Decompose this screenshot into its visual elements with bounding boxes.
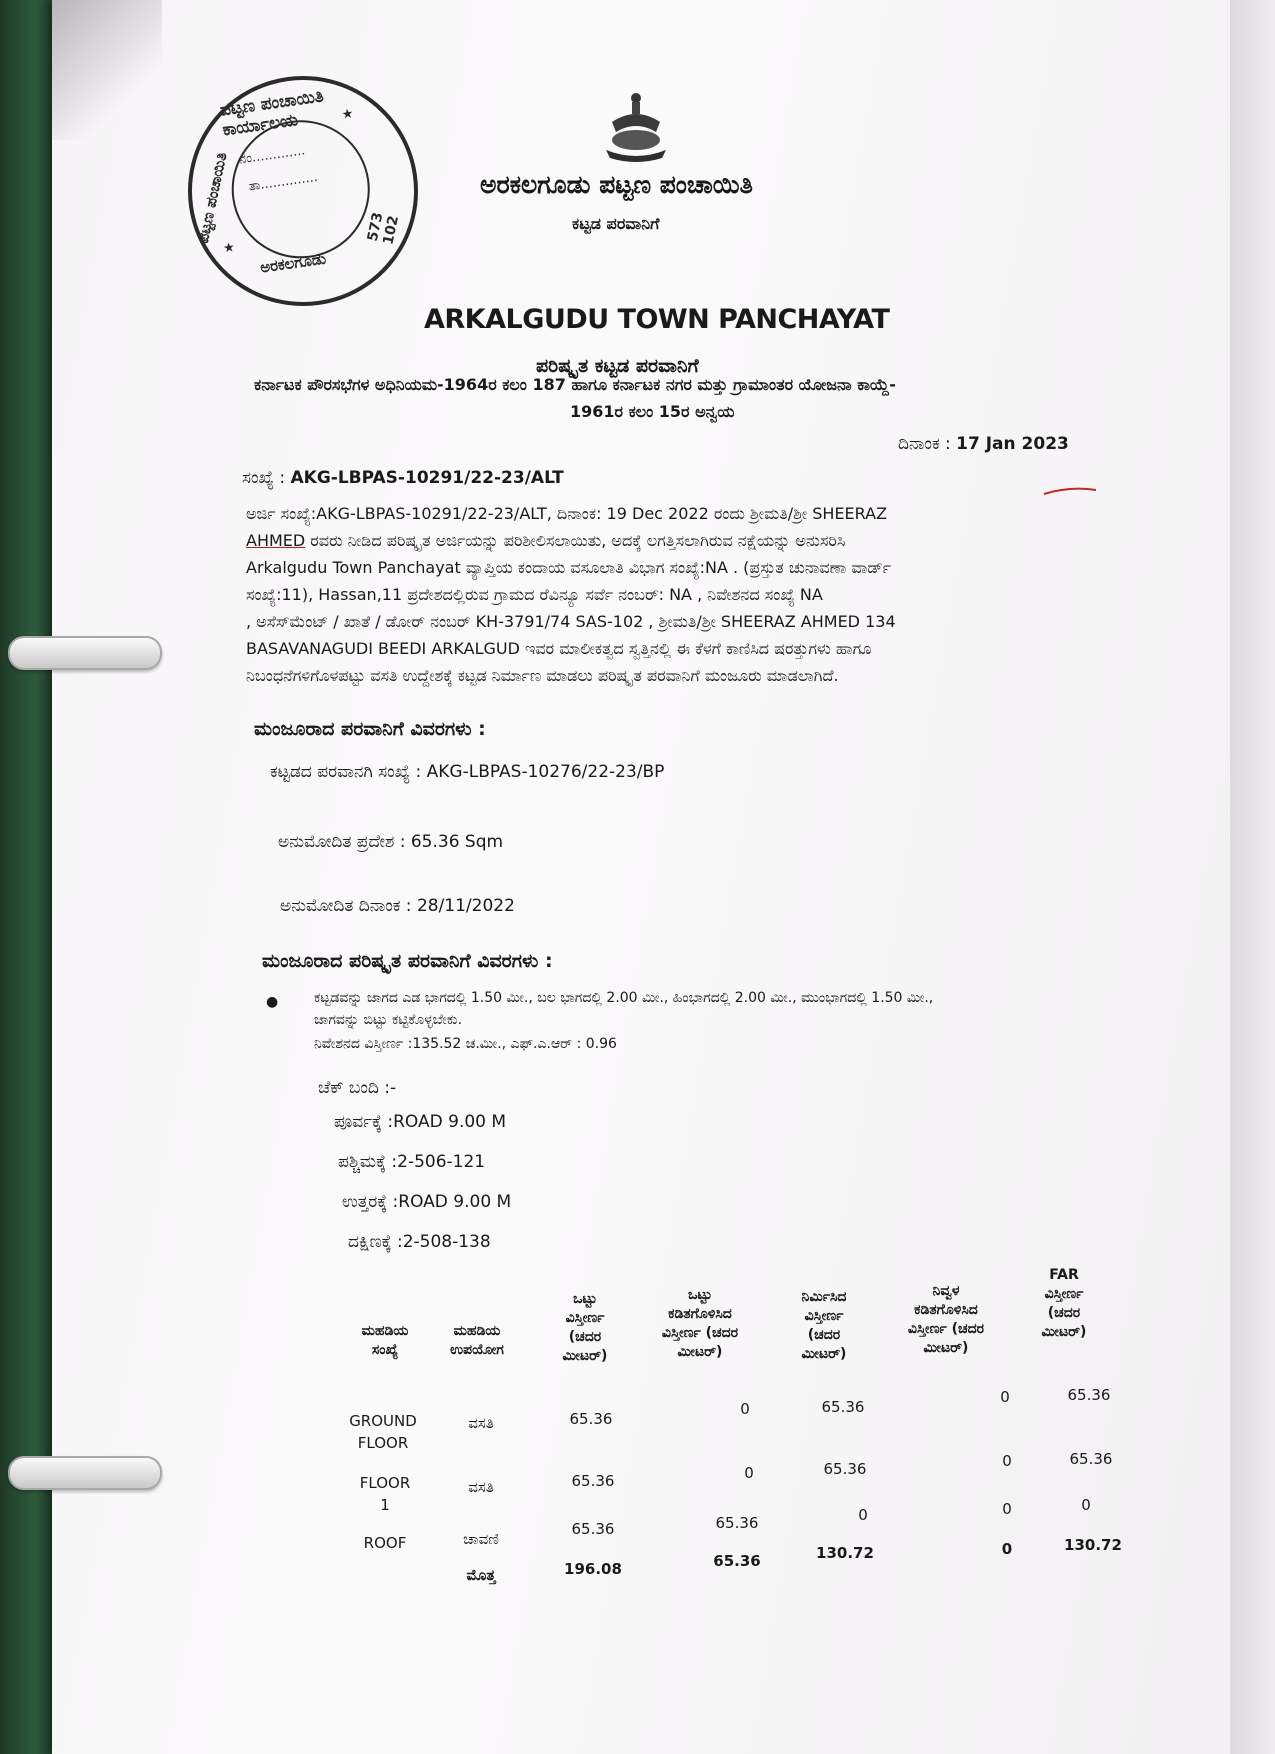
header-line: ಮಹಡಿಯ xyxy=(453,1323,501,1339)
seal-star-icon: ★ xyxy=(340,106,355,123)
paragraph-line: ಅರ್ಜಿ ಸಂಖ್ಯೆ:AKG-LBPAS-10291/22-23/ALT, ದಿನಾಂಕ: 19 Dec 2022 ರಂದು ಶ್ರೀಮತಿ/ಶ್ರೀ SHEERAZ xyxy=(246,504,888,523)
seal-pin-code: 573 102 xyxy=(364,210,403,247)
revised-permit-details-heading: ಮಂಜೂರಾದ ಪರಿಷ್ಕೃತ ಪರವಾನಿಗೆ ವಿವರಗಳು : xyxy=(262,950,553,972)
cell-line: FLOOR xyxy=(357,1434,409,1452)
paragraph-line xyxy=(246,527,1076,554)
header-line: ನಿರ್ಮಿಸಿದ xyxy=(801,1289,847,1305)
east-boundary: ಪೂರ್ವಕ್ಕೆ :ROAD 9.00 M xyxy=(334,1112,507,1132)
header-floor-use xyxy=(432,1322,522,1360)
header-line: ನಿವ್ವಳ xyxy=(932,1283,960,1299)
kannada-office-title: ಅರಕಲಗೂಡು ಪಟ್ಟಣ ಪಂಚಾಯಿತಿ xyxy=(480,170,753,199)
table-cell-total: 65.36 xyxy=(571,1520,615,1538)
ref-label: ಸಂಖ್ಯೆ : xyxy=(242,468,286,488)
table-total-label: ಮೊತ್ತ xyxy=(466,1566,496,1584)
paragraph-line-rest: ರವರು ನೀಡಿದ ಪರಿಷ್ಕೃತ ಅರ್ಜಿಯನ್ನು ಪರಿಶೀಲಿಸಲಾಯಿತು, ಅದಕ್ಕೆ ಲಗತ್ತಿಸಲಾಗಿರುವ ನಕ್ಷೆಯನ್ನು ಅನುಸರಿಸಿ xyxy=(305,531,846,550)
header-total-deduct xyxy=(640,1286,760,1362)
table-cell-use: ವಸತಿ xyxy=(468,1414,494,1432)
date-label: ದಿನಾಂಕ : xyxy=(898,434,951,454)
page-shadow xyxy=(52,0,162,140)
paragraph-line: ಸಂಖ್ಯೆ:11), Hassan,11 ಪ್ರದೇಶದಲ್ಲಿರುವ ಗ್ರಾಮದ ರೆವಿನ್ಯೂ ಸರ್ವೆ ನಂಬರ್: NA , ನಿವೇಶನದ ಸಂಖ್ಯೆ NA xyxy=(246,585,823,604)
setback-line: ಕಟ್ಟಡವನ್ನು ಜಾಗದ ಎಡ ಭಾಗದಲ್ಲಿ 1.50 ಮೀ., ಬಲ ಭಾಗದಲ್ಲಿ 2.00 ಮೀ., ಹಿಂಭಾಗದಲ್ಲಿ 2.00 ಮೀ., ಮುಂಭಾಗದಲ್ಲಿ 1.50 ಮೀ., xyxy=(314,990,934,1006)
table-total-built: 130.72 xyxy=(816,1544,874,1562)
applicant-name-underlined: AHMED xyxy=(246,531,306,550)
table-cell-built: 65.36 xyxy=(823,1460,867,1478)
seal-bottom-text: ಅರಕಲಗೂಡು xyxy=(259,249,328,277)
table-cell-deduct: 0 xyxy=(740,1400,750,1418)
header-line: ಮೀಟರ್) xyxy=(801,1346,847,1362)
paragraph-line: , ಅಸೆಸ್‌ಮೆಂಟ್ / ಖಾತೆ / ಡೋರ್ ನಂಬರ್ KH-3791/74 SAS-102 , ಶ್ರೀಮತಿ/ಶ್ರೀ SHEERAZ AHMED 134 xyxy=(246,612,896,631)
table-cell-use: ವಸತಿ xyxy=(468,1478,494,1496)
header-line: ಮೀಟರ್) xyxy=(1041,1324,1087,1340)
table-cell-built: 65.36 xyxy=(821,1398,865,1416)
act-reference-line1: ಕರ್ನಾಟಕ ಪೌರಸಭೆಗಳ ಅಧಿನಿಯಮ-1964ರ ಕಲಂ 187 ಹಾಗೂ ಕರ್ನಾಟಕ ನಗರ ಮತ್ತು ಗ್ರಾಮಾಂತರ ಯೋಜನಾ ಕಾಯ್ದೆ- xyxy=(254,375,896,394)
header-line: ಮಹಡಿಯ xyxy=(361,1323,409,1339)
header-line: ವಿಸ್ತೀರ್ಣ xyxy=(1044,1286,1084,1302)
header-line: ಮೀಟರ್) xyxy=(677,1344,723,1360)
header-line: ವಿಸ್ತೀರ್ಣ (ಚದರ xyxy=(661,1325,739,1341)
approved-date-field: ಅನುಮೋದಿತ ದಿನಾಂಕ : 28/11/2022 xyxy=(280,896,515,916)
table-cell-far: 65.36 xyxy=(1067,1386,1111,1404)
south-boundary: ದಕ್ಷಿಣಕ್ಕೆ :2-508-138 xyxy=(348,1232,491,1252)
table-total-deduct: 65.36 xyxy=(713,1552,761,1570)
red-pen-mark xyxy=(1042,486,1098,496)
header-line: ಮೀಟರ್) xyxy=(923,1340,969,1356)
north-boundary: ಉತ್ತರಕ್ಕೆ :ROAD 9.00 M xyxy=(342,1192,512,1212)
table-cell-net: 0 xyxy=(1000,1388,1010,1406)
header-total-area xyxy=(540,1290,630,1366)
header-net-deduct xyxy=(884,1282,1008,1358)
seal-number-line: ನಂ............. xyxy=(238,143,307,168)
table-cell-far: 65.36 xyxy=(1069,1450,1113,1468)
header-line: (ಚದರ xyxy=(807,1327,841,1343)
bullet-icon: ● xyxy=(266,994,279,1010)
header-line: ಮೀಟರ್) xyxy=(562,1348,608,1364)
header-far-area xyxy=(1024,1266,1104,1342)
cell-line: 1 xyxy=(380,1496,390,1514)
table-cell-floor xyxy=(340,1472,430,1516)
table-cell-deduct: 65.36 xyxy=(715,1514,759,1532)
header-line: ಒಟ್ಟು xyxy=(572,1291,597,1307)
binder-ring xyxy=(8,1456,162,1490)
header-line: ಸಂಖ್ಯೆ xyxy=(371,1342,399,1358)
permit-number-field: ಕಟ್ಟಡದ ಪರವಾನಗಿ ಸಂಖ್ಯೆ : AKG-LBPAS-10276/22-23/BP xyxy=(270,762,665,782)
cell-line: FLOOR xyxy=(359,1474,411,1492)
setback-line: ಜಾಗವನ್ನು ಬಿಟ್ಟು ಕಟ್ಟಿಕೊಳ್ಳಬೇಕು. xyxy=(314,1012,463,1028)
header-line: (ಚದರ xyxy=(1047,1305,1081,1321)
page-edge xyxy=(1230,0,1275,1754)
table-total-far: 130.72 xyxy=(1064,1536,1122,1554)
header-line: ವಿಸ್ತೀರ್ಣ xyxy=(565,1310,605,1326)
paragraph-line: BASAVANAGUDI BEEDI ARKALGUD ಇವರ ಮಾಲೀಕತ್ವದ ಸ್ವತ್ತಿನಲ್ಲಿ ಈ ಕೆಳಗೆ ಕಾಣಿಸಿದ ಷರತ್ತುಗಳು ಹಾಗೂ xyxy=(246,639,872,658)
table-cell-net: 0 xyxy=(1002,1452,1012,1470)
table-cell-total: 65.36 xyxy=(569,1410,613,1428)
header-line: ಕಡಿತಗೊಳಿಸಿದ xyxy=(668,1306,732,1322)
kannada-permit-subtitle: ಕಟ್ಟಡ ಪರವಾನಿಗೆ xyxy=(572,214,660,233)
cell-line: GROUND xyxy=(349,1412,417,1430)
table-cell-floor xyxy=(338,1410,428,1454)
paragraph-line: Arkalgudu Town Panchayat ವ್ಯಾಪ್ತಿಯ ಕಂದಾಯ ವಸೂಲಾತಿ ವಿಭಾಗ ಸಂಖ್ಯೆ:NA . (ಪ್ರಸ್ತುತ ಚುನಾವಣಾ ವಾರ್ಡ್ xyxy=(246,558,892,577)
header-line: (ಚದರ xyxy=(568,1329,602,1345)
site-area-line: ನಿವೇಶನದ ವಿಸ್ತೀರ್ಣ :135.52 ಚ.ಮೀ., ಎಫ್.ಎ.ಆರ್ : 0.96 xyxy=(314,1036,617,1052)
date-value: 17 Jan 2023 xyxy=(956,434,1069,454)
west-boundary: ಪಶ್ಚಿಮಕ್ಕೆ :2-506-121 xyxy=(338,1152,486,1172)
header-line: ಒಟ್ಟು xyxy=(687,1287,712,1303)
table-cell-net: 0 xyxy=(1002,1500,1012,1518)
seal-left-text: ಪಟ್ಟಣ ಪಂಚಾಯಿತಿ xyxy=(193,150,231,245)
table-total-net: 0 xyxy=(1001,1540,1013,1558)
english-office-title: ARKALGUDU TOWN PANCHAYAT xyxy=(424,304,890,335)
act-reference-line2: 1961ರ ಕಲಂ 15ರ ಅನ್ವಯ xyxy=(570,402,735,421)
table-cell-built: 0 xyxy=(858,1506,868,1524)
seal-date-line: ತಾ.............. xyxy=(247,169,319,195)
seal-star-icon: ★ xyxy=(222,240,236,257)
state-emblem-icon xyxy=(598,88,674,164)
header-line: ಕಡಿತಗೊಳಿಸಿದ xyxy=(914,1302,978,1318)
approved-area-field: ಅನುಮೋದಿತ ಪ್ರದೇಶ : 65.36 Sqm xyxy=(278,832,504,852)
revised-permit-heading: ಪರಿಷ್ಕೃತ ಕಟ್ಟಡ ಪರವಾನಿಗೆ xyxy=(536,355,699,377)
header-line: ವಿಸ್ತೀರ್ಣ (ಚದರ xyxy=(907,1321,985,1337)
binder-ring xyxy=(8,636,162,670)
table-total-area: 196.08 xyxy=(564,1560,622,1578)
issue-date xyxy=(898,434,1069,454)
ref-value: AKG-LBPAS-10291/22-23/ALT xyxy=(290,468,564,488)
permit-body-paragraph xyxy=(246,500,1076,689)
table-cell-floor: ROOF xyxy=(363,1534,407,1552)
header-line: ಉಪಯೋಗ xyxy=(450,1342,504,1358)
table-cell-use: ಚಾವಣಿ xyxy=(463,1530,499,1548)
table-cell-far: 0 xyxy=(1081,1496,1091,1514)
header-built-area xyxy=(774,1288,874,1364)
header-line: ವಿಸ್ತೀರ್ಣ xyxy=(804,1308,844,1324)
approved-permit-heading: ಮಂಜೂರಾದ ಪರವಾನಿಗೆ ವಿವರಗಳು : xyxy=(254,718,486,740)
header-floor-no xyxy=(340,1322,430,1360)
seal-top-text: ಪಟ್ಟಣ ಪಂಚಾಯಿತಿ ಕಾರ್ಯಾಲಯ xyxy=(218,86,325,141)
table-cell-deduct: 0 xyxy=(744,1464,754,1482)
table-cell-total: 65.36 xyxy=(571,1472,615,1490)
reference-number xyxy=(242,468,564,488)
header-line: FAR xyxy=(1049,1267,1079,1283)
paragraph-line: ನಿಬಂಧನೆಗಳಿಗೊಳಪಟ್ಟು ವಸತಿ ಉದ್ದೇಶಕ್ಕೆ ಕಟ್ಟಡ ನಿರ್ಮಾಣ ಮಾಡಲು ಪರಿಷ್ಕೃತ ಪರವಾನಿಗೆ ಮಂಜೂರು ಮಾಡಲಾಗಿದೆ. xyxy=(246,666,839,685)
boundaries-label: ಚೆಕ್ ಬಂದಿ :- xyxy=(318,1078,397,1098)
